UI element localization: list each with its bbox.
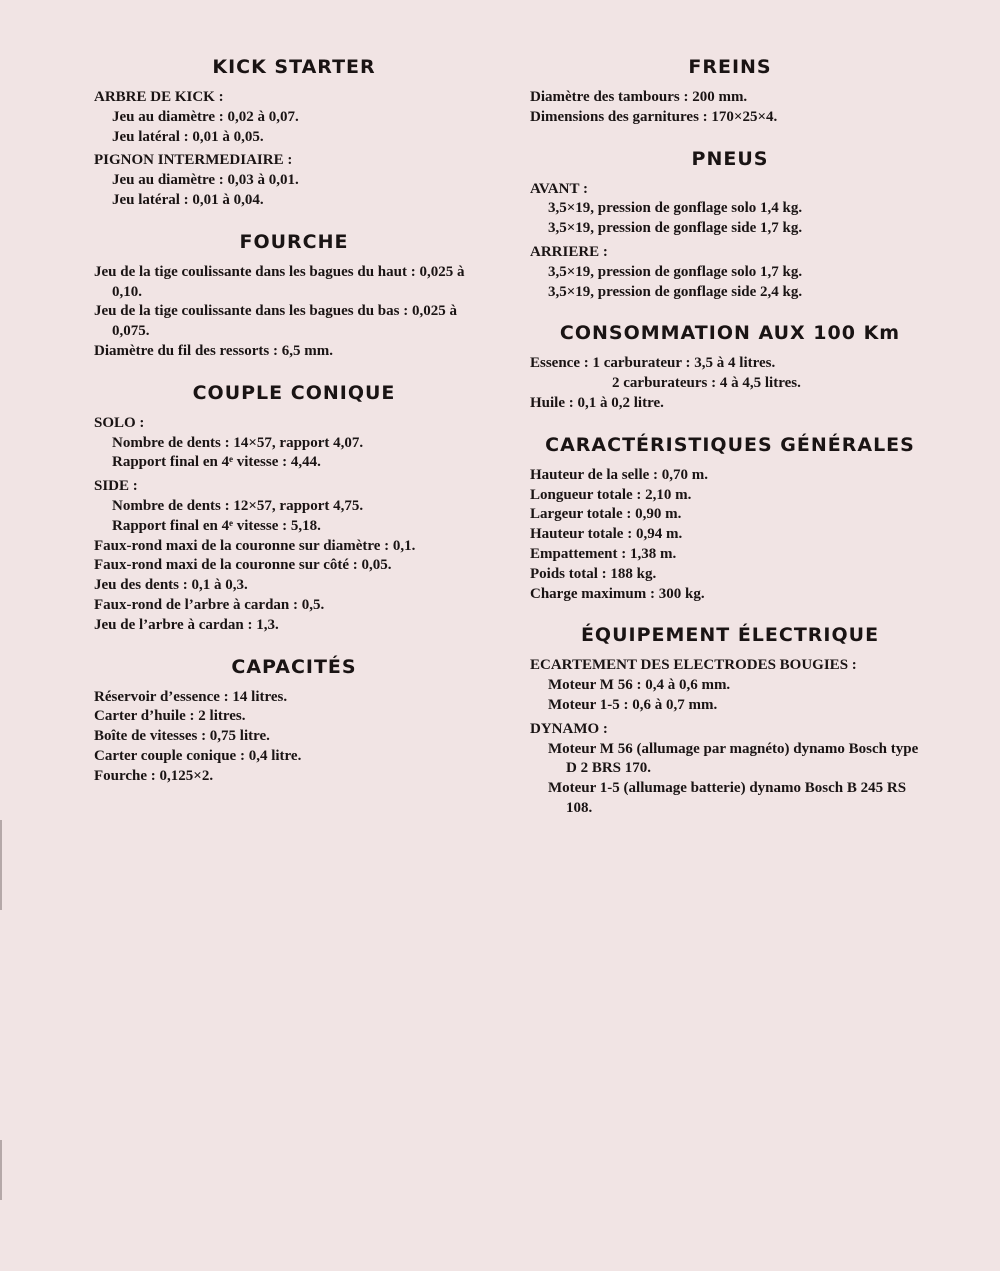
spec-line: Carter d’huile : 2 litres. (94, 708, 246, 725)
section-title: KICK STARTER (212, 56, 376, 78)
section-fourche (94, 229, 494, 362)
spec-line: Jeu de la tige coulissante dans les bagues du haut : 0,025 à 0,10. (94, 263, 465, 300)
solo-label: SOLO : (94, 414, 145, 431)
section-equipement (530, 622, 930, 818)
spec-line: Faux-rond maxi de la couronne sur côté : 0,05. (94, 557, 392, 574)
spec-line: Jeu au diamètre : 0,02 à 0,07. (112, 108, 299, 125)
spec-line: Jeu de l’arbre à cardan : 1,3. (94, 616, 279, 633)
spec-line: Jeu latéral : 0,01 à 0,05. (112, 128, 264, 145)
spec-line: 3,5×19, pression de gonflage side 2,4 kg. (548, 283, 803, 300)
spec-line: Faux-rond maxi de la couronne sur diamètre : 0,1. (94, 537, 416, 554)
spec-line: Faux-rond de l’arbre à cardan : 0,5. (94, 596, 325, 613)
pignon-label: PIGNON INTERMEDIAIRE : (94, 152, 293, 169)
ecartement-label: ECARTEMENT DES ELECTRODES BOUGIES : (530, 657, 857, 674)
spec-line: 2 carburateurs : 4 à 4,5 litres. (612, 375, 801, 392)
spec-line: Réservoir d’essence : 14 litres. (94, 688, 288, 705)
spec-line: Huile : 0,1 à 0,2 litre. (530, 394, 664, 411)
spec-line: Fourche : 0,125×2. (94, 767, 214, 784)
spec-line: Nombre de dents : 14×57, rapport 4,07. (112, 434, 364, 451)
section-title: ÉQUIPEMENT ÉLECTRIQUE (580, 624, 880, 647)
spec-line: Dimensions des garnitures : 170×25×4. (530, 108, 778, 125)
section-title: FOURCHE (239, 230, 349, 253)
spec-line: Diamètre des tambours : 200 mm. (530, 89, 748, 105)
section-consommation (530, 320, 930, 413)
left-column (94, 54, 494, 805)
spec-line: Rapport final en 4ᵉ vitesse : 5,18. (112, 517, 321, 534)
spec-line: Carter couple conique : 0,4 litre. (94, 747, 302, 764)
spec-line: Empattement : 1,38 m. (530, 545, 677, 562)
spec-line: Diamètre du fil des ressorts : 6,5 mm. (94, 342, 333, 359)
scan-edge-bottom (0, 1140, 2, 1200)
spec-line: 3,5×19, pression de gonflage solo 1,4 kg. (548, 200, 803, 217)
spec-line: Boîte de vitesses : 0,75 litre. (94, 728, 270, 745)
section-title: PNEUS (691, 147, 769, 170)
spec-line: Jeu de la tige coulissante dans les bagues du bas : 0,025 à 0,075. (94, 303, 457, 340)
spec-line: Charge maximum : 300 kg. (530, 585, 705, 602)
spec-line: Moteur M 56 (allumage par magnéto) dynamo Bosch type D 2 BRS 170. (548, 740, 919, 777)
dynamo-label: DYNAMO : (530, 720, 608, 737)
section-capacites (94, 654, 494, 787)
spec-line: Hauteur totale : 0,94 m. (530, 526, 683, 543)
section-caracteristiques (530, 432, 930, 605)
arbre-label: ARBRE DE KICK : (94, 89, 224, 105)
section-title: CONSOMMATION AUX 100 Km (559, 322, 901, 345)
spec-line: Largeur totale : 0,90 m. (530, 506, 682, 523)
section-title: CARACTÉRISTIQUES GÉNÉRALES (545, 433, 915, 456)
avant-label: AVANT : (530, 180, 588, 197)
scan-edge-top (0, 820, 2, 910)
spec-line: 3,5×19, pression de gonflage solo 1,7 kg. (548, 263, 803, 280)
spec-line: Essence : 1 carburateur : 3,5 à 4 litres. (530, 355, 776, 372)
section-pneus (530, 146, 930, 303)
spec-line: Moteur 1-5 (allumage batterie) dynamo Bosch B 245 RS 108. (548, 780, 907, 816)
spec-line: Jeu au diamètre : 0,03 à 0,01. (112, 172, 299, 189)
spec-line: Longueur totale : 2,10 m. (530, 486, 692, 503)
spec-line: 3,5×19, pression de gonflage side 1,7 kg. (548, 220, 803, 237)
section-freins (530, 54, 930, 128)
spec-line: Rapport final en 4ᵉ vitesse : 4,44. (112, 454, 321, 471)
side-label: SIDE : (94, 478, 138, 495)
spec-line: Moteur M 56 : 0,4 à 0,6 mm. (548, 677, 731, 694)
section-kick-starter (94, 54, 494, 211)
arriere-label: ARRIERE : (530, 243, 608, 260)
section-title: COUPLE CONIQUE (192, 381, 396, 404)
spec-line: Jeu latéral : 0,01 à 0,04. (112, 191, 264, 208)
spec-line: Jeu des dents : 0,1 à 0,3. (94, 577, 248, 594)
right-column (530, 54, 930, 837)
spec-line: Poids total : 188 kg. (530, 565, 657, 582)
spec-line: Nombre de dents : 12×57, rapport 4,75. (112, 497, 364, 514)
spec-line: Hauteur de la selle : 0,70 m. (530, 466, 709, 483)
section-title: FREINS (688, 56, 772, 78)
section-couple-conique (94, 380, 494, 636)
section-title: CAPACITÉS (231, 655, 357, 678)
spec-line: Moteur 1-5 : 0,6 à 0,7 mm. (548, 696, 718, 713)
